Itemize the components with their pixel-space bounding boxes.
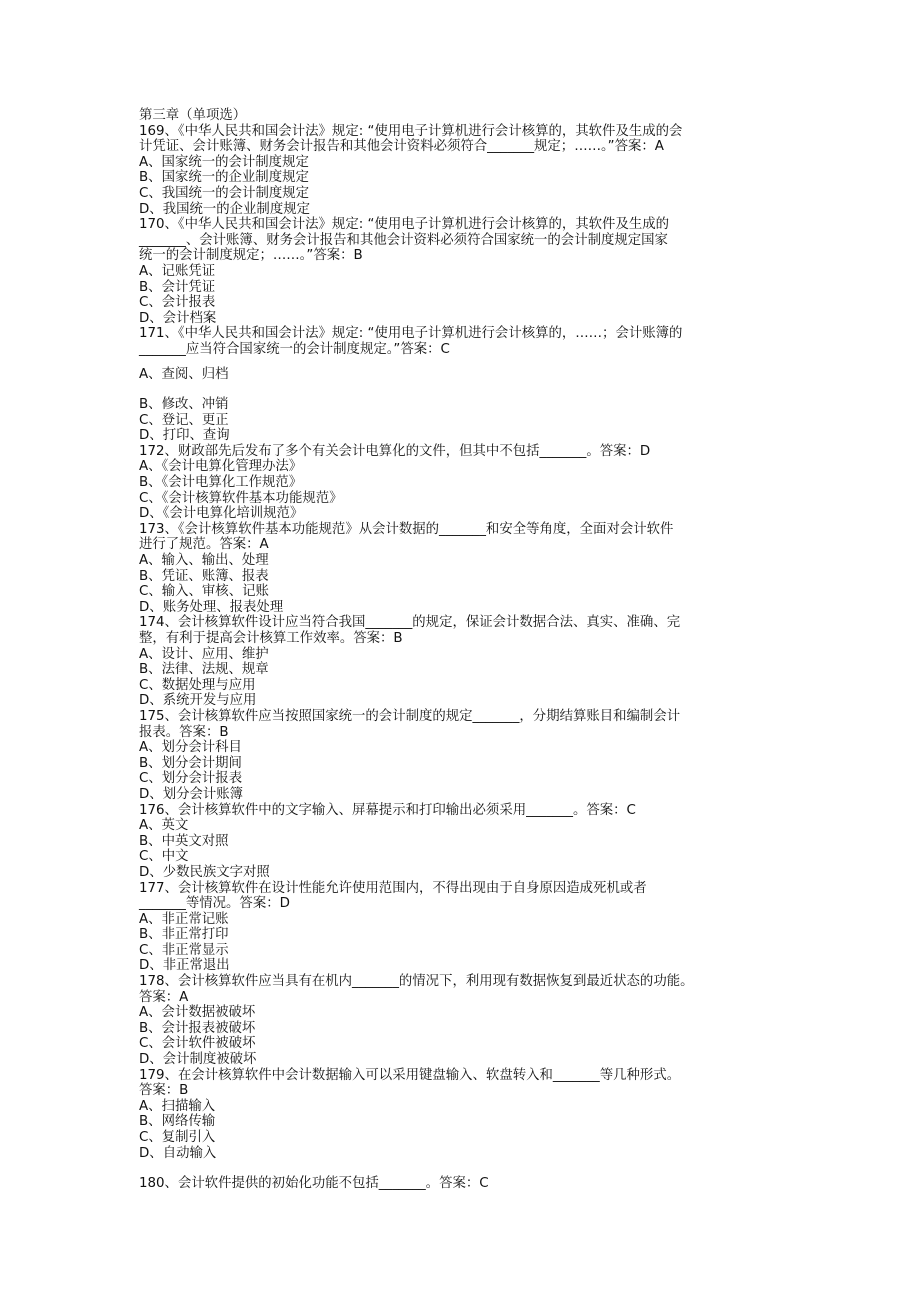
question-172	[139, 444, 785, 522]
option-d: D、少数民族文字对照	[139, 864, 270, 880]
option-c: C、我国统一的会计制度规定	[139, 185, 310, 201]
question-171	[139, 326, 785, 444]
question-text: 172、财政部先后发布了多个有关会计电算化的文件，但其中不包括_______。答案：D	[139, 443, 651, 459]
question-169	[139, 124, 785, 218]
option-a: A、记账凭证	[139, 263, 216, 279]
option-a: A、国家统一的会计制度规定	[139, 154, 309, 170]
question-text: 179、在会计核算软件中会计数据输入可以采用键盘输入、软盘转入和_______等几种形式。	[139, 1067, 681, 1083]
option-b: B、会计报表被破坏	[139, 1020, 256, 1036]
option-d: D、打印、查询	[139, 428, 230, 444]
question-text: 180、会计软件提供的初始化功能不包括_______。答案：C	[139, 1176, 489, 1192]
question-text: 答案：A	[139, 989, 189, 1005]
option-a: A、输入、输出、处理	[139, 553, 269, 569]
question-text: 173、《会计核算软件基本功能规范》从会计数据的_______和安全等角度，全面对会计软件	[139, 521, 674, 537]
option-b: B、凭证、账簿、报表	[139, 568, 269, 584]
question-text: 进行了规范。答案：A	[139, 537, 269, 553]
option-b: B、网络传输	[139, 1114, 216, 1130]
question-text: 169、《中华人民共和国会计法》规定: “使用电子计算机进行会计核算的，其软件及生成的会	[139, 123, 683, 139]
option-b: B、国家统一的企业制度规定	[139, 170, 309, 186]
question-text: _______应当符合国家统一的会计制度规定。”答案：C	[139, 341, 450, 357]
chapter-title: 第三章（单项选）	[139, 108, 247, 123]
option-d: D、自动输入	[139, 1145, 217, 1161]
question-text: 176、会计核算软件中的文字输入、屏幕提示和打印输出必须采用_______。答案：C	[139, 802, 636, 818]
option-a: A、会计数据被破坏	[139, 1005, 256, 1021]
question-text: 178、会计核算软件应当具有在机内_______的情况下，利用现有数据恢复到最近状态的功能。	[139, 974, 694, 990]
option-d: D、会计档案	[139, 310, 217, 326]
option-b: B、会计凭证	[139, 279, 216, 295]
question-174	[139, 615, 785, 709]
option-d: D、我国统一的企业制度规定	[139, 201, 310, 217]
question-175	[139, 709, 785, 803]
option-a: A、扫描输入	[139, 1098, 216, 1114]
question-text: 统一的会计制度规定；……。”答案：B	[139, 248, 363, 264]
question-text: 177、会计核算软件在设计性能允许使用范围内，不得出现由于自身原因造成死机或者	[139, 880, 647, 896]
option-a: A、查阅、归档	[139, 366, 229, 382]
option-d: D、划分会计账簿	[139, 786, 244, 802]
question-177	[139, 881, 785, 975]
option-b: B、法律、法规、规章	[139, 662, 269, 678]
option-b: B、《会计电算化工作规范》	[139, 475, 303, 491]
question-text: 170、《中华人民共和国会计法》规定: “使用电子计算机进行会计核算的，其软件及生成的	[139, 217, 670, 233]
option-c: C、划分会计报表	[139, 771, 243, 787]
option-a: A、英文	[139, 818, 189, 834]
option-d: D、《会计电算化培训规范》	[139, 506, 304, 522]
option-c: C、《会计核算软件基本功能规范》	[139, 490, 343, 506]
option-d: D、会计制度被破坏	[139, 1052, 257, 1068]
question-text: 171、《中华人民共和国会计法》规定: “使用电子计算机进行会计核算的，……；会计账簿的	[139, 326, 683, 342]
question-179	[139, 1068, 785, 1162]
question-text: 175、会计核算软件应当按照国家统一的会计制度的规定_______，分期结算账目和编制会计	[139, 708, 681, 724]
question-176	[139, 803, 785, 881]
option-c: C、非正常显示	[139, 942, 229, 958]
document-page	[139, 108, 785, 1192]
option-c: C、数据处理与应用	[139, 677, 256, 693]
question-173	[139, 522, 785, 616]
option-c: C、中文	[139, 849, 189, 865]
question-text: 报表。答案：B	[139, 724, 229, 740]
option-c: C、登记、更正	[139, 412, 229, 428]
option-a: A、《会计电算化管理办法》	[139, 459, 303, 475]
option-d: D、非正常退出	[139, 958, 230, 974]
option-b: B、修改、冲销	[139, 397, 229, 413]
question-178	[139, 974, 785, 1068]
option-c: C、输入、审核、记账	[139, 584, 269, 600]
option-c: C、会计报表	[139, 295, 216, 311]
question-text: 计凭证、会计账簿、财务会计报告和其他会计资料必须符合_______规定；……。”答案：A	[139, 139, 664, 155]
question-text: _______等情况。答案：D	[139, 896, 290, 912]
question-text: 整，有利于提高会计核算工作效率。答案：B	[139, 631, 403, 646]
option-a: A、划分会计科目	[139, 740, 242, 756]
option-b: B、非正常打印	[139, 927, 229, 943]
option-b: B、划分会计期间	[139, 755, 242, 771]
question-text: 答案：B	[139, 1083, 189, 1099]
option-c: C、会计软件被破坏	[139, 1036, 256, 1052]
question-text: 174、会计核算软件设计应当符合我国_______的规定，保证会计数据合法、真实、准确、完	[139, 615, 681, 631]
question-170	[139, 217, 785, 326]
option-c: C、复制引入	[139, 1130, 216, 1145]
option-b: B、中英文对照	[139, 833, 229, 849]
option-d: D、系统开发与应用	[139, 693, 257, 709]
option-a: A、设计、应用、维护	[139, 646, 269, 662]
option-d: D、账务处理、报表处理	[139, 599, 284, 615]
question-text: _______、会计账簿、财务会计报告和其他会计资料必须符合国家统一的会计制度规定国家	[139, 232, 668, 248]
question-180	[139, 1161, 785, 1192]
option-a: A、非正常记账	[139, 911, 229, 927]
